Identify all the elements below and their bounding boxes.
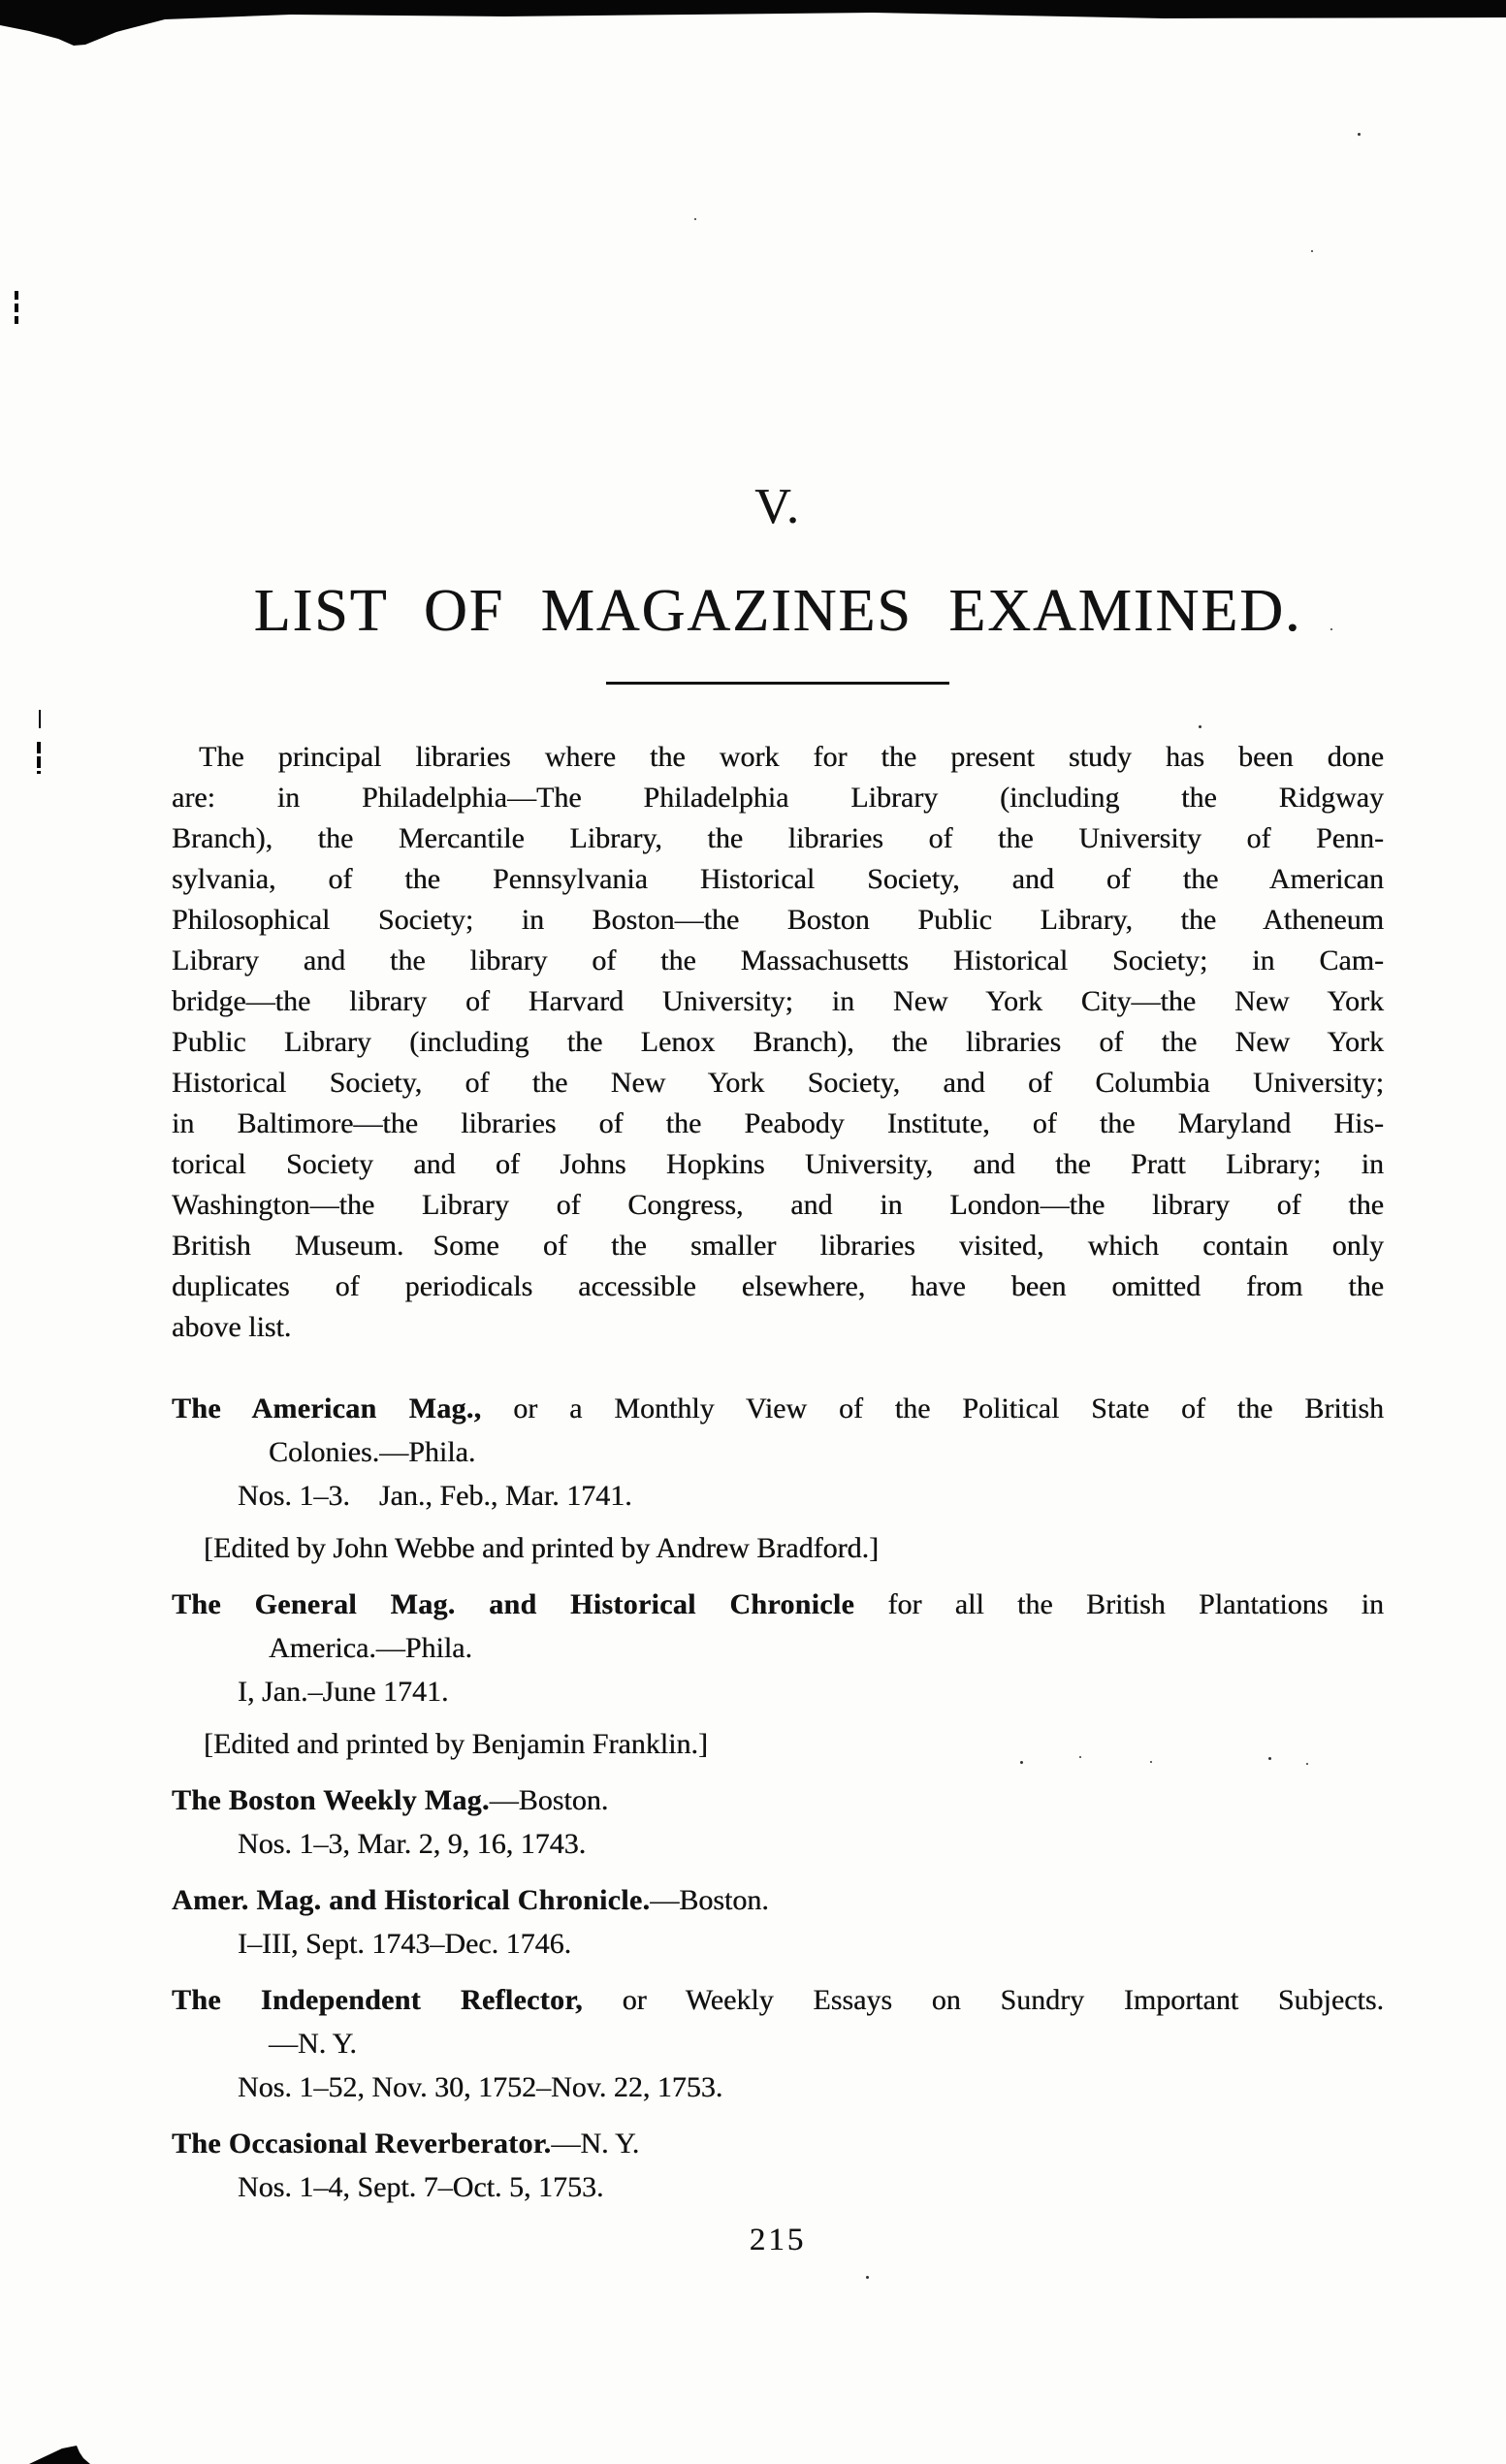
entry-title-rest: —Boston. [650, 1884, 769, 1916]
magazine-entry [172, 1778, 1384, 1866]
title-rule [606, 682, 949, 685]
paragraph-line: torical Society and of Johns Hopkins University, and the Pratt Library; in [172, 1148, 1384, 1180]
magazine-entry [172, 2122, 1384, 2209]
entry-issues-line: Nos. 1–3, Mar. 2, 9, 16, 1743. [238, 1828, 587, 1860]
magazine-entry [172, 1978, 1384, 2109]
scan-bottom-edge-artifact [0, 2445, 1506, 2464]
magazine-entry [172, 1878, 1384, 1966]
entry-title-rest: —N. Y. [551, 2128, 640, 2160]
ink-speck [1330, 628, 1332, 630]
entry-title-bold: The American Mag., [172, 1392, 482, 1424]
magazine-entry [172, 1387, 1384, 1570]
paragraph-line: are: in Philadelphia—The Philadelphia Library (including the Ridgway [172, 782, 1384, 814]
entry-title-bold: The Occasional Reverberator. [172, 2128, 552, 2160]
entry-place-line: —N. Y. [269, 2028, 357, 2060]
entry-place-line: America.—Phila. [269, 1632, 472, 1664]
paragraph-line: Public Library (including the Lenox Branch), the libraries of the New York [172, 1026, 1384, 1058]
paragraph-line: in Baltimore—the libraries of the Peabody Institute, of the Maryland His- [172, 1107, 1384, 1139]
entry-issues-line: Nos. 1–52, Nov. 30, 1752–Nov. 22, 1753. [238, 2071, 723, 2103]
ink-speck [866, 2276, 869, 2279]
entry-title-line [172, 1387, 1384, 1430]
margin-mark [39, 710, 41, 728]
entry-issues-line: I, Jan.–June 1741. [238, 1676, 449, 1708]
margin-mark [15, 291, 18, 324]
entry-title-line [172, 2122, 1384, 2165]
page-content [172, 0, 1384, 2262]
entry-title-line [172, 1778, 1384, 1822]
entry-place-line: Colonies.—Phila. [269, 1436, 476, 1468]
ink-speck [1020, 1761, 1023, 1764]
paragraph-line: bridge—the library of Harvard University; in New York City—the New York [172, 985, 1384, 1017]
entry-editor-note: [Edited by John Webbe and printed by Andrew Bradford.] [204, 1532, 880, 1564]
page-number: 215 [749, 2223, 807, 2257]
entry-title-bold: The Boston Weekly Mag. [172, 1784, 490, 1816]
magazine-list [172, 1387, 1384, 2209]
ink-speck [1306, 1763, 1308, 1765]
intro-paragraph [172, 737, 1384, 1348]
ink-speck [1079, 1756, 1081, 1758]
magazine-entry [172, 1583, 1384, 1766]
entry-title-line [172, 1583, 1384, 1626]
paragraph-line: British Museum. Some of the smaller libraries visited, which contain only [172, 1230, 1384, 1262]
paragraph-line: above list. [172, 1311, 292, 1343]
ink-speck [1199, 725, 1202, 728]
entry-title-rest: or Weekly Essays on Sundry Important Subjects. [582, 1984, 1384, 2016]
entry-issues-line: Nos. 1–3. Jan., Feb., Mar. 1741. [238, 1480, 632, 1512]
margin-mark [37, 742, 41, 774]
entry-title-bold: The General Mag. and Historical Chronicle [172, 1588, 855, 1620]
paragraph-line: Washington—the Library of Congress, and in London—the library of the [172, 1189, 1384, 1221]
entry-issues-line: I–III, Sept. 1743–Dec. 1746. [238, 1928, 572, 1960]
paragraph-line: Historical Society, of the New York Society, and of Columbia University; [172, 1067, 1384, 1099]
ink-speck [1358, 133, 1361, 136]
entry-title-line [172, 1878, 1384, 1922]
paragraph-line: Branch), the Mercantile Library, the libraries of the University of Penn- [172, 822, 1384, 854]
entry-title-rest: —Boston. [489, 1784, 609, 1816]
ink-speck [1268, 1757, 1271, 1760]
entry-title-bold: Amer. Mag. and Historical Chronicle. [172, 1884, 651, 1916]
entry-title-rest: or a Monthly View of the Political State of the British [481, 1392, 1384, 1424]
paragraph-line: Philosophical Society; in Boston—the Boston Public Library, the Atheneum [172, 904, 1384, 936]
ink-speck [1311, 250, 1313, 252]
page-title: LIST OF MAGAZINES EXAMINED. [253, 578, 1302, 644]
ink-speck [1150, 1761, 1152, 1763]
section-number: V. [754, 479, 801, 534]
entry-editor-note: [Edited and printed by Benjamin Franklin.] [204, 1728, 708, 1760]
ink-speck [694, 218, 696, 220]
paragraph-line: duplicates of periodicals accessible elsewhere, have been omitted from the [172, 1270, 1384, 1302]
entry-title-rest: for all the British Plantations in [854, 1588, 1384, 1620]
entry-title-bold: The Independent Reflector, [172, 1984, 583, 2016]
paragraph-line: The principal libraries where the work for the present study has been done [199, 741, 1384, 773]
entry-issues-line: Nos. 1–4, Sept. 7–Oct. 5, 1753. [238, 2171, 604, 2203]
paragraph-line: Library and the library of the Massachusetts Historical Society; in Cam- [172, 944, 1384, 976]
entry-title-line [172, 1978, 1384, 2022]
paragraph-line: sylvania, of the Pennsylvania Historical Society, and of the American [172, 863, 1384, 895]
